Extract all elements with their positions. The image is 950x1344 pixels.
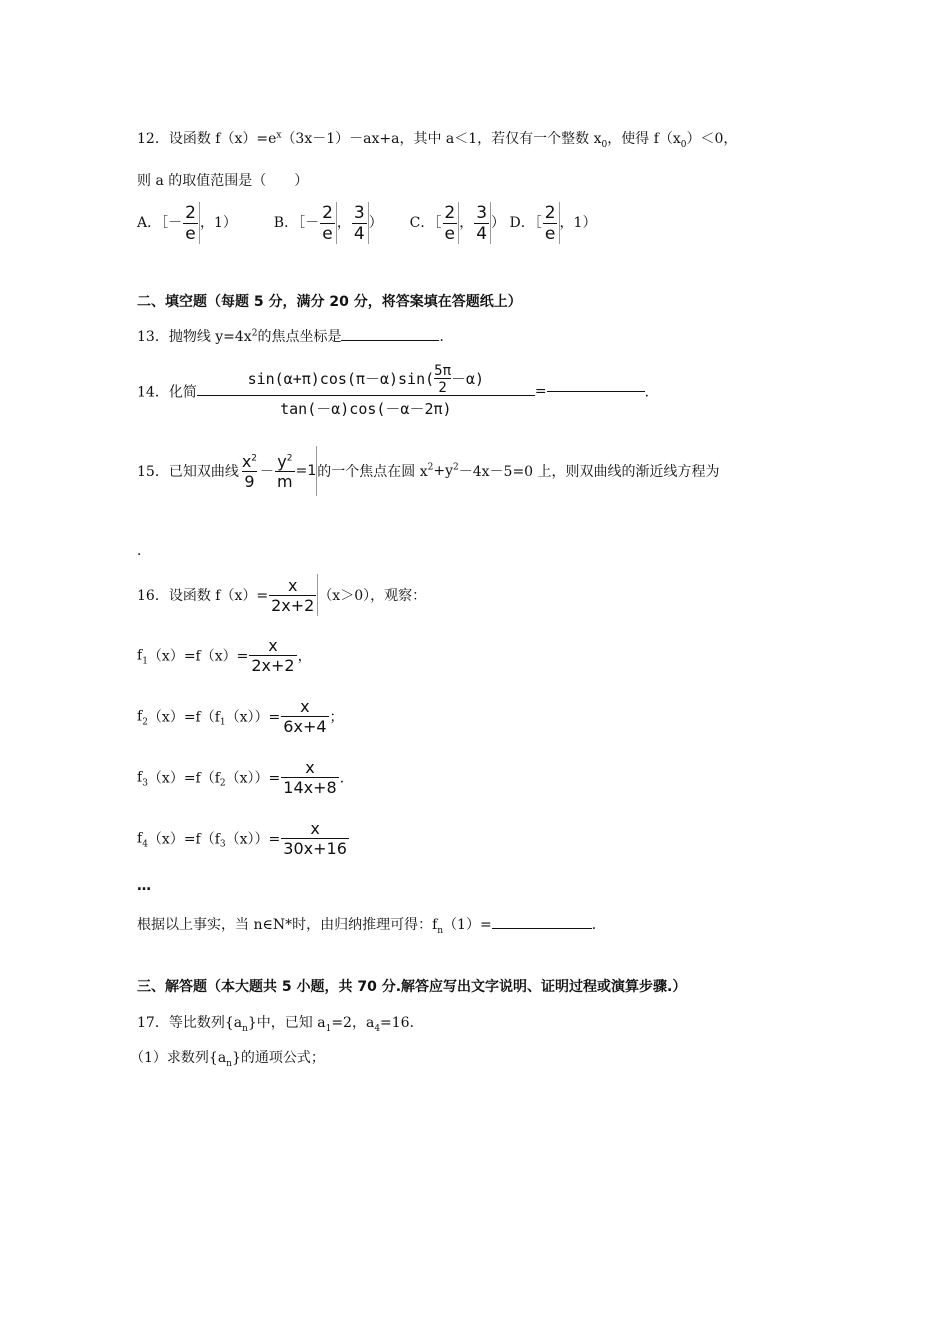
q12-options (137, 202, 596, 244)
answer-blank (547, 391, 645, 392)
answer-blank (341, 340, 439, 341)
answer-blank (492, 928, 592, 929)
q16-dots: … (137, 878, 151, 894)
q12-line2: 则 a 的取值范围是（ ） (137, 173, 309, 189)
q16-f3: $f_3(x)=f(f_2(x))=$ $\frac{x}{14x+8}$ ． (137, 758, 354, 797)
q14-expression: sin(α+π)cos(π－α)sin( $\frac{5\pi}{2}$ －α) tan(－α)cos(－α－2π) (197, 364, 535, 419)
q14: 14．化简 sin(α+π)cos(π－α)sin( $\frac{5\pi}{2}$ －α) tan(－α)cos(－α－2π) = ． (137, 363, 659, 418)
q17: 17．等比数列$\{a_n\}$中，已知 $a_1=2$，$a_4=16$． (137, 1015, 424, 1034)
q16: 16．设函数 f（x）= $\frac{x}{2x+2}$ （x＞0），观察： (137, 575, 427, 615)
q16-f1: $f_1(x)=f(x)=$ $\frac{x}{2x+2}$ ， (137, 636, 312, 675)
q16-f2: $f_2(x)=f(f_1(x))=$ $\frac{x}{6x+4}$ ； (137, 697, 344, 736)
q13: 13．抛物线 $y=4x^2$的焦点坐标是 ． (137, 328, 454, 345)
q15: 15．已知双曲线 $\frac{x^2}{9}$ － $\frac{y^2}{m}$ =1的一个焦点在圆 $x^2+y^2-4x-5=0$ 上，则双曲线的渐近线方程为 (137, 446, 720, 496)
option-c: C．［ $\frac{2}{e}$ ， $\frac{3}{4}$ ） (409, 202, 506, 244)
section-3-heading: 三、解答题（本大题共 5 小题，共 70 分.解答应写出文字说明、证明过程或演算步骤.） (137, 979, 687, 995)
option-a: A．［－ $\frac{2}{e}$ ，1） (137, 202, 237, 244)
q12-line1: 12．设函数 $f(x)=e^x(3x-1)-ax+a$，其中 a＜1，若仅有一个整数 $x_0$，使得 $f(x_0)<0$， (137, 130, 738, 150)
q15-x-term: $\frac{x^2}{9}$ (241, 451, 258, 491)
option-d: D．［ $\frac{2}{e}$ ，1） (509, 202, 597, 244)
q17-part1: （1）求数列$\{a_n\}$的通项公式； (130, 1050, 325, 1069)
option-b: B．［－ $\frac{2}{e}$ ， $\frac{3}{4}$ ） (273, 202, 383, 244)
section-2-heading: 二、填空题（每题 5 分，满分 20 分，将答案填在答题纸上） (137, 294, 522, 310)
q16-conclusion: 根据以上事实，当 n∈N*时，由归纳推理可得：$f_n(1)=$ ． (137, 917, 606, 936)
q16-f4: $f_4(x)=f(f_3(x))=$ $\frac{x}{30x+16}$ (137, 819, 347, 858)
q15-y-term: $\frac{y^2}{m}$ (277, 451, 293, 491)
q15-line2: ． (137, 543, 151, 559)
